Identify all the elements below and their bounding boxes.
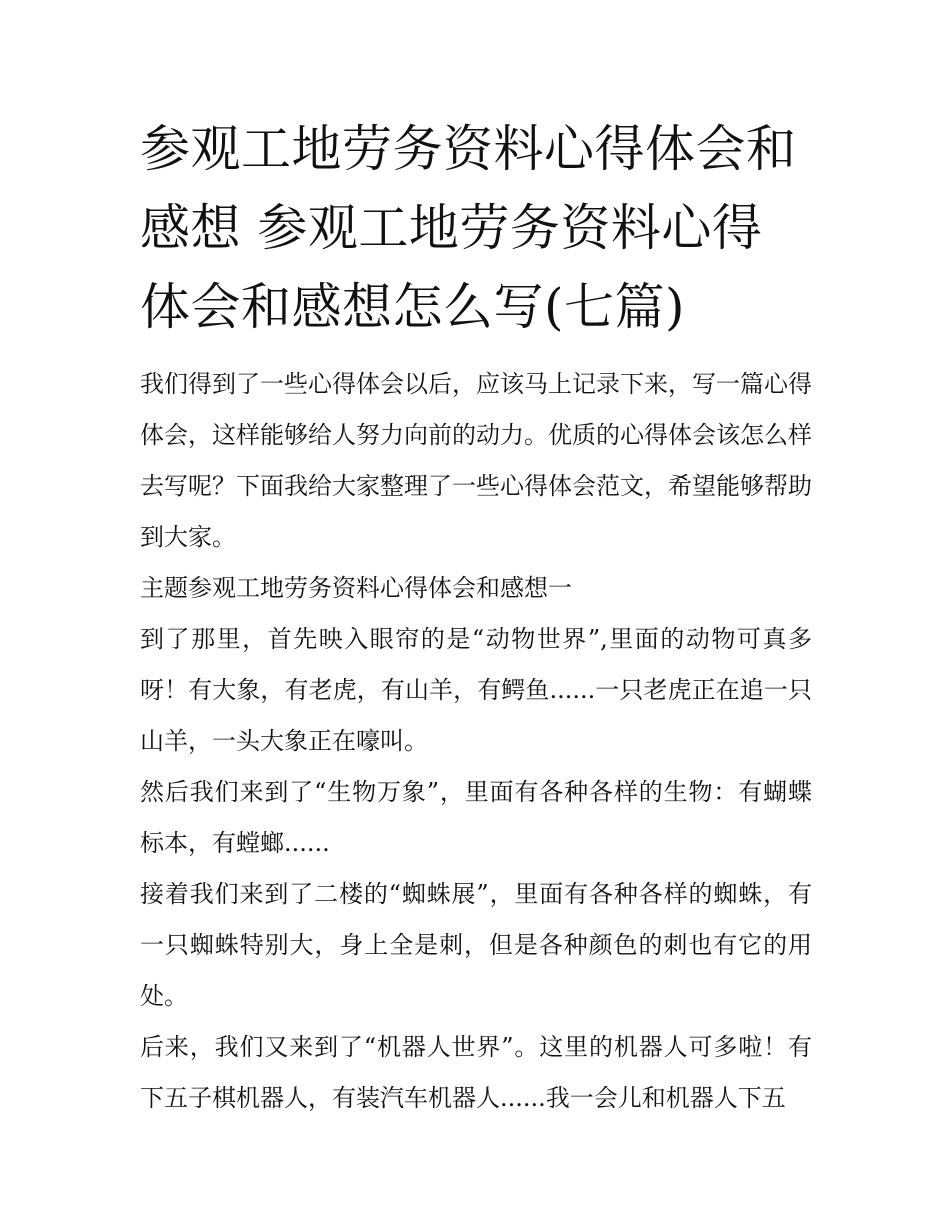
document-title: 参观工地劳务资料心得体会和感想 参观工地劳务资料心得体会和感想怎么写(七篇) [140,120,797,336]
document-body [140,359,812,1124]
paragraph: 接着我们来到了二楼的“蜘蛛展”，里面有各种各样的蜘蛛，有一只蜘蛛特别大，身上全是刺，但是各种颜色的刺也有它的用处。 [140,880,812,1010]
paragraph-intro: 我们得到了一些心得体会以后，应该马上记录下来，写一篇心得体会，这样能够给人努力向前的动力。优质的心得体会该怎么样去写呢？下面我给大家整理了一些心得体会范文，希望能够帮助到大家。 [140,370,812,551]
paragraph: 然后我们来到了“生物万象”，里面有各种各样的生物：有蝴蝶标本，有螳螂...... [140,778,812,857]
document-page [140,110,812,1124]
section-heading: 主题参观工地劳务资料心得体会和感想一 [140,574,572,602]
paragraph: 到了那里，首先映入眼帘的是“动物世界”,里面的动物可真多呀！有大象，有老虎，有山羊，有鳄鱼......一只老虎正在追一只山羊，一头大象正在嚎叫。 [140,625,812,755]
paragraph: 后来，我们又来到了“机器人世界”。这里的机器人可多啦！有下五子棋机器人，有装汽车机器人......我一会儿和机器人下五 [140,1033,812,1112]
